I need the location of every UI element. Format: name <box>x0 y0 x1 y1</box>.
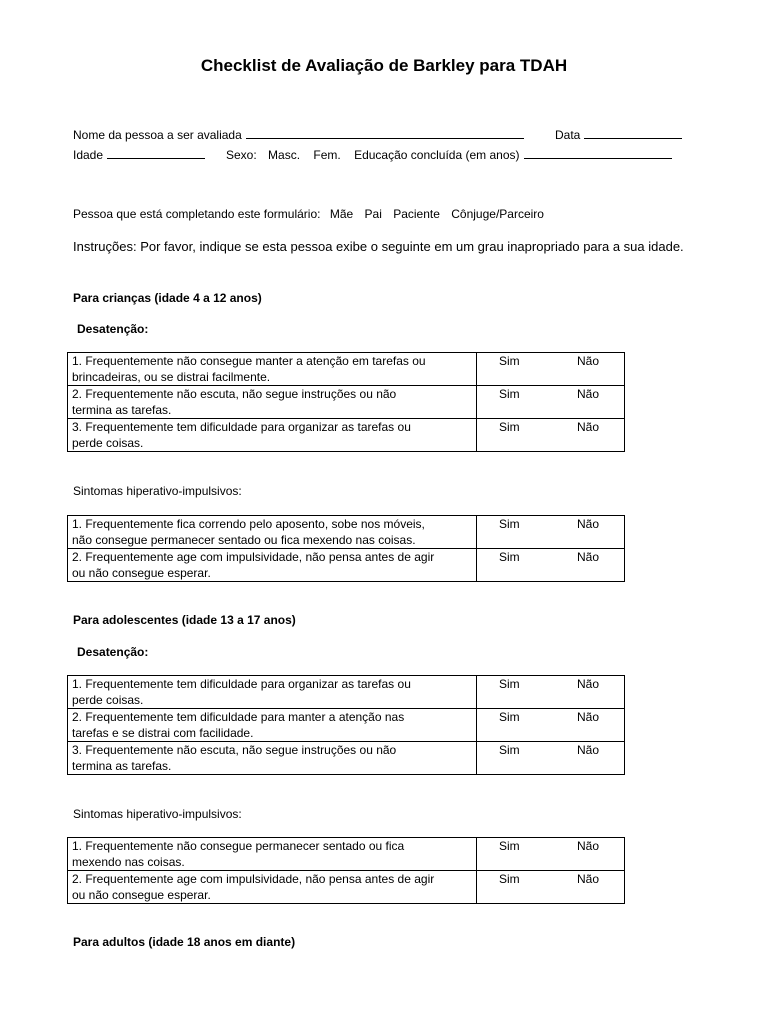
answer-cell[interactable] <box>477 676 625 709</box>
children-hyper-label: Sintomas hiperativo-impulsivos: <box>73 484 242 498</box>
table-row <box>68 516 625 549</box>
table-row <box>68 709 625 742</box>
no-option[interactable]: Não <box>577 677 600 691</box>
no-option[interactable]: Não <box>577 872 600 886</box>
table-row <box>68 353 625 386</box>
no-option[interactable]: Não <box>577 550 600 564</box>
answer-cell[interactable] <box>477 549 625 582</box>
filler-label: Pessoa que está completando este formulário: <box>73 207 321 221</box>
section-children-heading: Para crianças (idade 4 a 12 anos) <box>73 291 262 305</box>
filler-row <box>73 207 544 221</box>
answer-cell[interactable] <box>477 419 625 452</box>
teens-inattention-label: Desatenção: <box>77 645 149 659</box>
children-hyper-table <box>67 515 625 582</box>
no-option[interactable]: Não <box>577 743 600 757</box>
filler-option-father: Pai <box>364 207 382 221</box>
question-cell: 1. Frequentemente fica correndo pelo aposento, sobe nos móveis, não consegue permanecer sentado ou fica mexendo nas coisas. <box>68 516 477 549</box>
sex-label: Sexo: <box>226 148 257 162</box>
education-label: Educação concluída (em anos) <box>354 148 520 162</box>
instructions: Instruções: Por favor, indique se esta pessoa exibe o seguinte em um grau inapropriado para a sua idade. <box>73 239 684 254</box>
answer-cell[interactable] <box>477 386 625 419</box>
section-adults-heading: Para adultos (idade 18 anos em diante) <box>73 935 296 949</box>
question-cell: 2. Frequentemente não escuta, não segue instruções ou não termina as tarefas. <box>68 386 477 419</box>
no-option[interactable]: Não <box>577 420 600 434</box>
section-teens-heading: Para adolescentes (idade 13 a 17 anos) <box>73 613 296 627</box>
teens-hyper-label: Sintomas hiperativo-impulsivos: <box>73 807 242 821</box>
page-title: Checklist de Avaliação de Barkley para TDAH <box>200 56 568 75</box>
no-option[interactable]: Não <box>577 710 600 724</box>
question-cell: 1. Frequentemente não consegue permanecer sentado ou fica mexendo nas coisas. <box>68 838 477 871</box>
table-row <box>68 838 625 871</box>
answer-cell[interactable] <box>477 838 625 871</box>
filler-option-patient: Paciente <box>393 207 440 221</box>
question-cell: 1. Frequentemente não consegue manter a atenção em tarefas ou brincadeiras, ou se distrai facilmente. <box>68 353 477 386</box>
date-label: Data <box>555 128 581 142</box>
age-blank <box>107 146 205 159</box>
yes-option[interactable]: Sim <box>499 354 520 368</box>
name-label: Nome da pessoa a ser avaliada <box>73 128 242 142</box>
date-blank <box>584 126 682 139</box>
children-inattention-label: Desatenção: <box>77 322 149 336</box>
sex-female: Fem. <box>313 148 341 162</box>
yes-option[interactable]: Sim <box>499 550 520 564</box>
children-inattention-table <box>67 352 625 452</box>
age-row <box>73 146 209 162</box>
question-cell: 3. Frequentemente tem dificuldade para organizar as tarefas ou perde coisas. <box>68 419 477 452</box>
table-row <box>68 419 625 452</box>
education-blank <box>524 146 672 159</box>
filler-option-mother: Mãe <box>329 207 354 221</box>
table-row <box>68 386 625 419</box>
table-row <box>68 742 625 775</box>
name-row <box>73 126 528 142</box>
question-cell: 2. Frequentemente tem dificuldade para manter a atenção nas tarefas e se distrai com facilidade. <box>68 709 477 742</box>
sex-male: Masc. <box>268 148 301 162</box>
filler-option-spouse: Cônjuge/Parceiro <box>451 207 544 221</box>
age-label: Idade <box>73 148 104 162</box>
yes-option[interactable]: Sim <box>499 743 520 757</box>
no-option[interactable]: Não <box>577 517 600 531</box>
yes-option[interactable]: Sim <box>499 517 520 531</box>
answer-cell[interactable] <box>477 353 625 386</box>
question-cell: 2. Frequentemente age com impulsividade, não pensa antes de agir ou não consegue esperar. <box>68 549 477 582</box>
no-option[interactable]: Não <box>577 839 600 853</box>
no-option[interactable]: Não <box>577 387 600 401</box>
question-cell: 2. Frequentemente age com impulsividade, não pensa antes de agir ou não consegue esperar. <box>68 871 477 904</box>
table-row <box>68 549 625 582</box>
name-blank <box>246 126 524 139</box>
yes-option[interactable]: Sim <box>499 872 520 886</box>
yes-option[interactable]: Sim <box>499 677 520 691</box>
table-row <box>68 676 625 709</box>
teens-inattention-table <box>67 675 625 775</box>
date-row <box>555 126 686 142</box>
table-row <box>68 871 625 904</box>
yes-option[interactable]: Sim <box>499 839 520 853</box>
yes-option[interactable]: Sim <box>499 420 520 434</box>
answer-cell[interactable] <box>477 709 625 742</box>
no-option[interactable]: Não <box>577 354 600 368</box>
question-cell: 3. Frequentemente não escuta, não segue instruções ou não termina as tarefas. <box>68 742 477 775</box>
teens-hyper-table <box>67 837 625 904</box>
answer-cell[interactable] <box>477 516 625 549</box>
sex-row <box>226 146 676 162</box>
question-cell: 1. Frequentemente tem dificuldade para organizar as tarefas ou perde coisas. <box>68 676 477 709</box>
answer-cell[interactable] <box>477 871 625 904</box>
yes-option[interactable]: Sim <box>499 387 520 401</box>
answer-cell[interactable] <box>477 742 625 775</box>
yes-option[interactable]: Sim <box>499 710 520 724</box>
